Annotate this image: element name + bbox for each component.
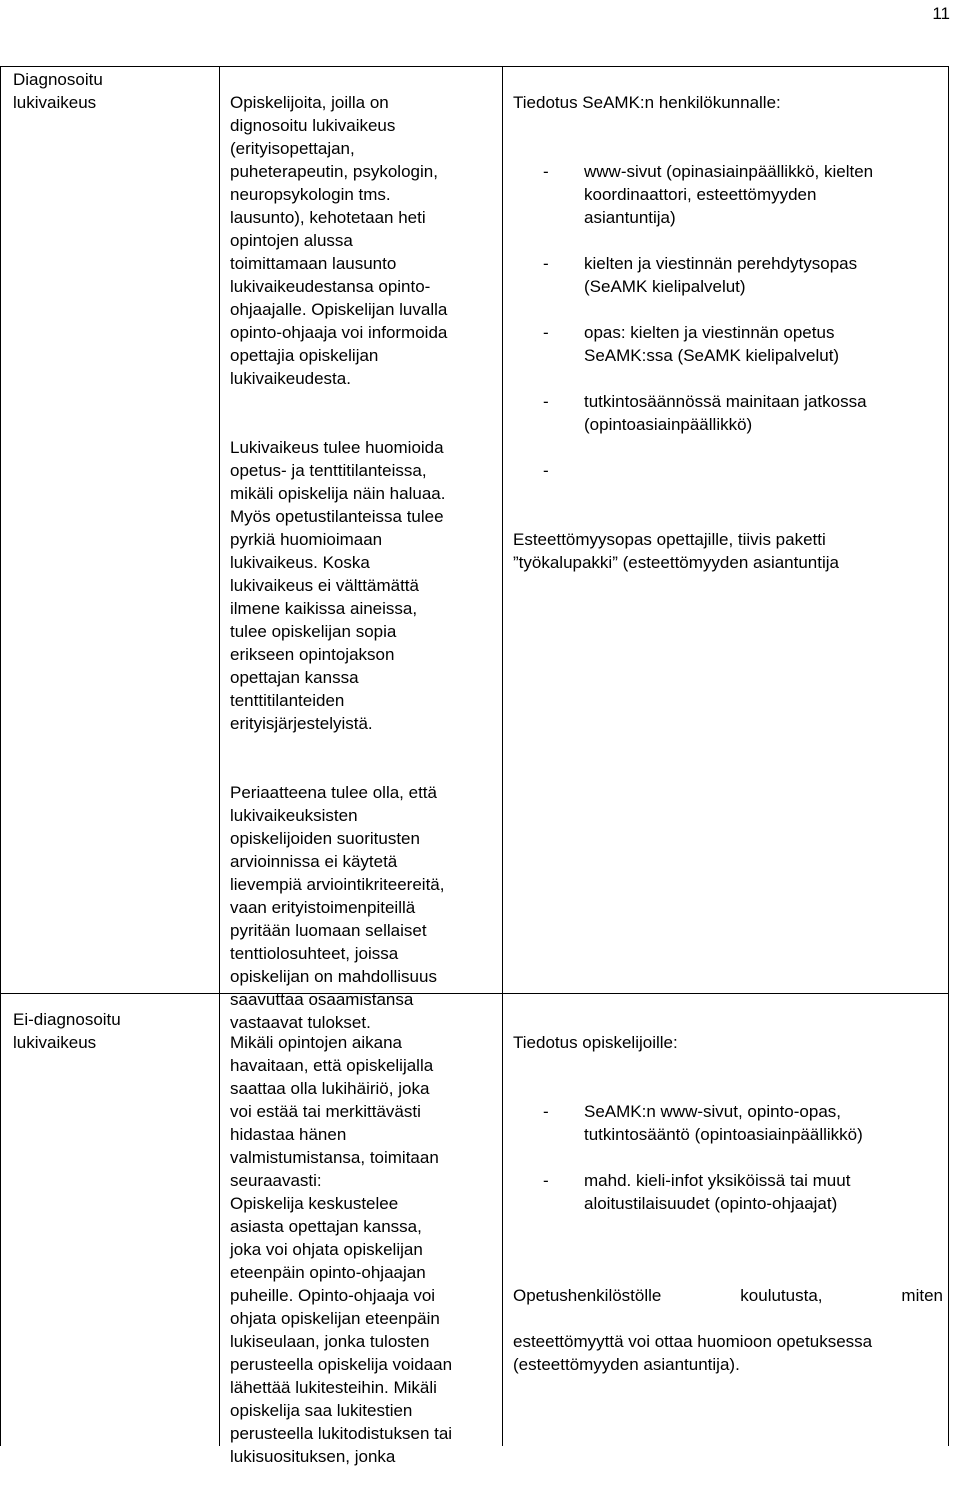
row-2-info-paragraph-line-1: Opetushenkilöstölle koulutusta, miten [513, 1286, 943, 1305]
list-item: - www-sivut (opinasiainpäällikkö, kielten koordinaattori, esteettömyyden asiantuntija) [543, 162, 874, 227]
row-1-info-list [513, 137, 943, 505]
list-item: - kielten ja viestinnän perehdytysopas (SeAMK kielipalvelut) [543, 254, 858, 296]
row-1-info-title: Tiedotus SeAMK:n henkilökunnalle: [513, 93, 781, 112]
row-1-info [513, 68, 943, 597]
row-2-category: Ei-diagnosoitu lukivaikeus [13, 1010, 121, 1052]
row-2-actions [230, 1008, 500, 1491]
row-1-info-after: Esteettömyysopas opettajille, tiivis paketti ”työkalupakki” (esteettömyyden asiantuntija [513, 530, 839, 572]
table-column-divider-2 [502, 66, 503, 1446]
row-2-info-title: Tiedotus opiskelijoille: [513, 1033, 678, 1052]
list-item: - tutkintosäännössä mainitaan jatkossa (opintoasiainpäällikkö) [543, 392, 867, 434]
list-item: - opas: kielten ja viestinnän opetus SeAMK:ssa (SeAMK kielipalvelut) [543, 323, 840, 365]
row-2-action-paragraph-1: Mikäli opintojen aikana havaitaan, että opiskelijalla saattaa olla lukihäiriö, joka voi estää tai merkittävästi hidastaa hänen valmistumistansa, toimitaan seuraavasti: Opiskelija keskustelee asiasta opettajan kanssa, joka voi ohjata opiskelijan eteenpäin opinto-ohjaajan puheille. Opinto-ohjaaja voi ohjata opiskelijan eteenpäin lukiseulaan, jonka tulosten perusteella opiskelija voidaan lähettää lukitesteihin. Mikäli opiskelija saa lukitestien perusteella lukitodistuksen tai lukisuosituksen, jonka [230, 1033, 453, 1466]
row-1-action-paragraph-3: Periaatteena tulee olla, että lukivaikeuksisten opiskelijoiden suoritusten arvioinnissa ei käytetä lievempiä arviointikriteereitä, vaan erityistoimenpiteillä pyritään luomaan sellaiset tenttiolosuhteet, joissa opiskelijan on mahdollisuus saavuttaa osaamistansa vastaavat tulokset. [230, 783, 445, 1032]
table-column-divider-1 [219, 66, 220, 1446]
row-1-category: Diagnosoitu lukivaikeus [13, 70, 103, 112]
row-2-info-list [513, 1077, 943, 1238]
list-item: - mahd. kieli-infot yksiköissä tai muut aloitustilaisuudet (opinto-ohjaajat) [543, 1171, 851, 1213]
table-border-left [0, 66, 1, 1446]
row-2-info [513, 1008, 943, 1399]
row-2-info-paragraph-rest: esteettömyyttä voi ottaa huomioon opetuksessa (esteettömyyden asiantuntija). [513, 1332, 873, 1374]
table-border-top [0, 66, 949, 67]
row-1-actions [230, 68, 500, 1057]
page-number: 11 [932, 4, 950, 23]
list-item-empty: - [543, 461, 549, 480]
list-item: - SeAMK:n www-sivut, opinto-opas, tutkintosääntö (opintoasiainpäällikkö) [543, 1102, 863, 1144]
row-1-action-paragraph-1: Opiskelijoita, joilla on dignosoitu lukivaikeus (erityisopettajan, puheterapeutin, psykologin, neuropsykologin tms. lausunto), kehotetaan heti opintojen alussa toimittamaan lausunto lukivaikeudestansa opinto- ohjaajalle. Opiskelijan luvalla opinto-ohjaaja voi informoida opettajia opiskelijan lukivaikeudesta. [230, 93, 448, 388]
row-1-action-paragraph-2: Lukivaikeus tulee huomioida opetus- ja tenttitilanteissa, mikäli opiskelija näin haluaa. Myös opetustilanteissa tulee pyrkiä huomioimaan lukivaikeus. Koska lukivaikeus ei välttämättä ilmene kaikissa aineissa, tulee opiskelijan sopia erikseen opintojakson opettajan kanssa tenttitilanteiden erityisjärjestelyistä. [230, 438, 446, 733]
table-border-right [948, 66, 949, 1446]
